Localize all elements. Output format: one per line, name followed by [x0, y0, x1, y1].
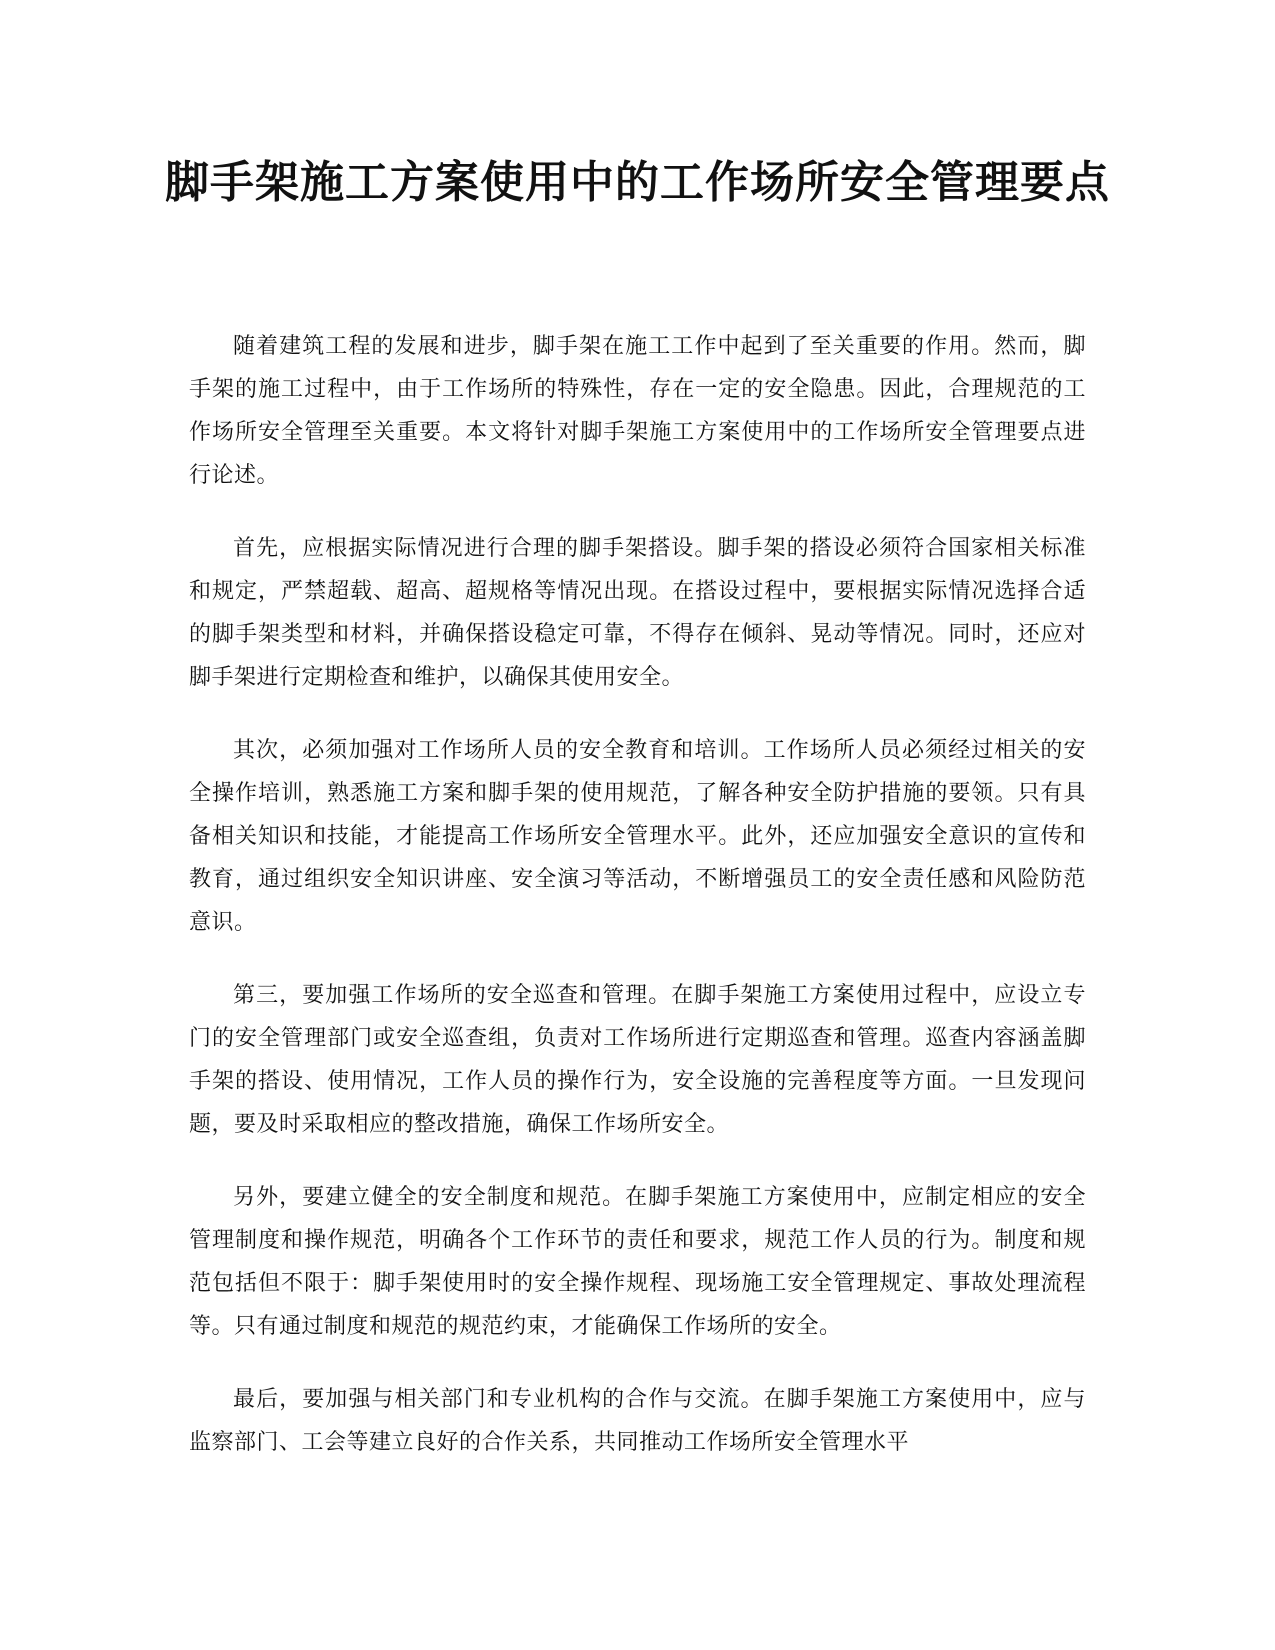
paragraph-third: 第三，要加强工作场所的安全巡查和管理。在脚手架施工方案使用过程中，应设立专门的安全管理部门或安全巡查组，负责对工作场所进行定期巡查和管理。巡查内容涵盖脚手架的搭设、使用情况，工作人员的操作行为，安全设施的完善程度等方面。一旦发现问题，要及时采取相应的整改措施，确保工作场所安全。 — [189, 983, 1086, 1137]
document-body — [189, 325, 1086, 1494]
paragraph-last: 最后，要加强与相关部门和专业机构的合作与交流。在脚手架施工方案使用中，应与监察部门、工会等建立良好的合作关系，共同推动工作场所安全管理水平 — [189, 1387, 1086, 1455]
page-title: 脚手架施工方案使用中的工作场所安全管理要点 — [165, 157, 1110, 208]
paragraph-additional: 另外，要建立健全的安全制度和规范。在脚手架施工方案使用中，应制定相应的安全管理制度和操作规范，明确各个工作环节的责任和要求，规范工作人员的行为。制度和规范包括但不限于：脚手架使用时的安全操作规程、现场施工安全管理规定、事故处理流程等。只有通过制度和规范的规范约束，才能确保工作场所的安全。 — [189, 1185, 1086, 1339]
paragraph-intro: 随着建筑工程的发展和进步，脚手架在施工工作中起到了至关重要的作用。然而，脚手架的施工过程中，由于工作场所的特殊性，存在一定的安全隐患。因此，合理规范的工作场所安全管理至关重要。本文将针对脚手架施工方案使用中的工作场所安全管理要点进行论述。 — [189, 334, 1086, 488]
paragraph-second: 其次，必须加强对工作场所人员的安全教育和培训。工作场所人员必须经过相关的安全操作培训，熟悉施工方案和脚手架的使用规范，了解各种安全防护措施的要领。只有具备相关知识和技能，才能提高工作场所安全管理水平。此外，还应加强安全意识的宣传和教育，通过组织安全知识讲座、安全演习等活动，不断增强员工的安全责任感和风险防范意识。 — [189, 738, 1086, 935]
paragraph-first: 首先，应根据实际情况进行合理的脚手架搭设。脚手架的搭设必须符合国家相关标准和规定，严禁超载、超高、超规格等情况出现。在搭设过程中，要根据实际情况选择合适的脚手架类型和材料，并确保搭设稳定可靠，不得存在倾斜、晃动等情况。同时，还应对脚手架进行定期检查和维护，以确保其使用安全。 — [189, 536, 1086, 690]
